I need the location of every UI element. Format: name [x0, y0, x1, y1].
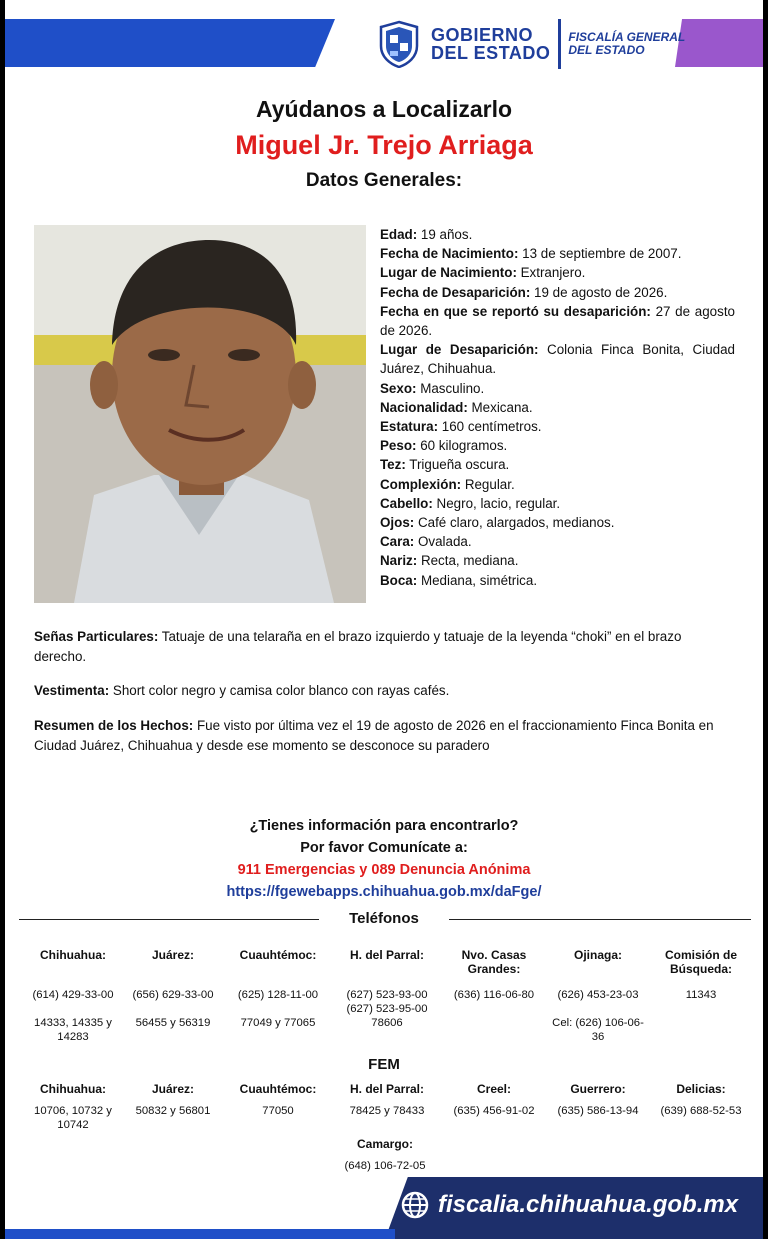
fem-col-cuauhtemoc: Cuauhtémoc: 77050: [239, 1082, 317, 1117]
person-photo: [34, 225, 366, 603]
gobierno-text: GOBIERNO DEL ESTADO: [431, 25, 551, 63]
logo-divider: [558, 19, 561, 69]
section-subtitle: Datos Generales:: [305, 170, 463, 191]
detail-cara: Cara: Ovalada.: [380, 534, 472, 550]
globe-icon: [400, 1190, 430, 1220]
tel-col-chihuahua: Chihuahua: (614) 429-33-00 14333, 14335 y 14283: [32, 948, 114, 1043]
contact-question: ¿Tienes información para encontrarlo?: [249, 818, 519, 834]
vestimenta: Vestimenta: Short color negro y camisa color blanco con rayas cafés.: [34, 683, 450, 698]
telefonos-title: Teléfonos: [349, 910, 419, 927]
detail-fecha-desaparicion: Fecha de Desaparición: 19 de agosto de 2026.: [380, 284, 668, 300]
fem-col-parral: H. del Parral: 78425 y 78433: [349, 1082, 425, 1117]
detail-peso: Peso: 60 kilogramos.: [380, 438, 508, 454]
detail-nariz: Nariz: Recta, mediana.: [380, 553, 519, 569]
fem-col-chihuahua: Chihuahua: 10706, 10732 y 10742: [34, 1082, 112, 1131]
page-title: Ayúdanos a Localizarlo: [255, 96, 513, 122]
contact-call: Por favor Comunícate a:: [300, 840, 468, 856]
detail-lugar-nacimiento: Lugar de Nacimiento: Extranjero.: [380, 265, 586, 281]
tel-col-parral: H. del Parral: (627) 523-93-00 (627) 523-95-00 78606: [346, 948, 428, 1029]
person-name: Miguel Jr. Trejo Arriaga: [235, 130, 533, 160]
detail-cabello: Cabello: Negro, lacio, regular.: [380, 495, 561, 511]
fem-col-guerrero: Guerrero: (635) 586-13-94: [557, 1082, 639, 1117]
resumen-hechos: Resumen de los Hechos: Fue visto por última vez el 19 de agosto de 2026 en el fraccionamiento Finca Bonita en Ciudad Juárez, Chihuahua y desde ese momento se desconoce su paradero: [34, 718, 714, 753]
footer-website[interactable]: [400, 1190, 738, 1220]
tel-col-juarez: Juárez: (656) 629-33-00 56455 y 56319: [132, 948, 214, 1029]
fem-col-delicias: Delicias: (639) 688-52-53: [660, 1082, 742, 1117]
detail-tez: Tez: Trigueña oscura.: [380, 457, 510, 473]
government-logo: [377, 18, 685, 70]
report-link[interactable]: https://fgewebapps.chihuahua.gob.mx/daFge/: [226, 884, 542, 900]
footer-url-text[interactable]: fiscalia.chihuahua.gob.mx: [438, 1191, 739, 1218]
detail-complexion: Complexión: Regular.: [380, 476, 515, 492]
header-blue-bar: [5, 19, 335, 67]
header-purple-bar: [675, 19, 763, 67]
senas-particulares: Señas Particulares: Tatuaje de una telaraña en el brazo izquierdo y tatuaje de la leyenda “choki” en el brazo derecho.: [34, 629, 682, 664]
detail-boca: Boca: Mediana, simétrica.: [380, 572, 538, 588]
detail-fecha-reporte: Fecha en que se reportó su desaparición: 27 de agosto de 2026.: [380, 303, 735, 339]
detail-lugar-desaparicion: Lugar de Desaparición: Colonia Finca Bonita, Ciudad Juárez, Chihuahua.: [380, 342, 735, 377]
fem-col-camargo: Camargo: (648) 106-72-05: [344, 1137, 426, 1172]
detail-sexo: Sexo: Masculino.: [380, 380, 485, 396]
emergency-numbers: 911 Emergencias y 089 Denuncia Anónima: [237, 862, 531, 878]
general-details: [380, 225, 735, 590]
tel-col-cuauhtemoc: Cuauhtémoc: (625) 128-11-00 77049 y 77065: [237, 948, 319, 1029]
fem-title: FEM: [368, 1056, 400, 1073]
detail-ojos: Ojos: Café claro, alargados, medianos.: [380, 515, 615, 531]
fem-col-creel: Creel: (635) 456-91-02: [453, 1082, 535, 1117]
fem-col-juarez: Juárez: 50832 y 56801: [135, 1082, 211, 1117]
fiscalia-text: FISCALÍA GENERAL DEL ESTADO: [568, 30, 686, 57]
footer-blue-strip: [5, 1229, 395, 1239]
detail-estatura: Estatura: 160 centímetros.: [380, 419, 542, 435]
tel-col-comision-busqueda: Comisión de Búsqueda: 11343: [664, 948, 737, 1001]
tel-col-nvo-casas-grandes: Nvo. Casas Grandes: (636) 116-06-80: [453, 948, 535, 1001]
missing-person-flyer: [5, 0, 763, 1239]
detail-fecha-nacimiento: Fecha de Nacimiento: 13 de septiembre de 2007.: [380, 246, 682, 262]
detail-edad: Edad: 19 años.: [380, 227, 473, 242]
state-shield-icon: [377, 20, 421, 68]
tel-col-ojinaga: Ojinaga: (626) 453-23-03 Cel: (626) 106-06-36: [552, 948, 644, 1043]
detail-nacionalidad: Nacionalidad: Mexicana.: [380, 399, 533, 415]
